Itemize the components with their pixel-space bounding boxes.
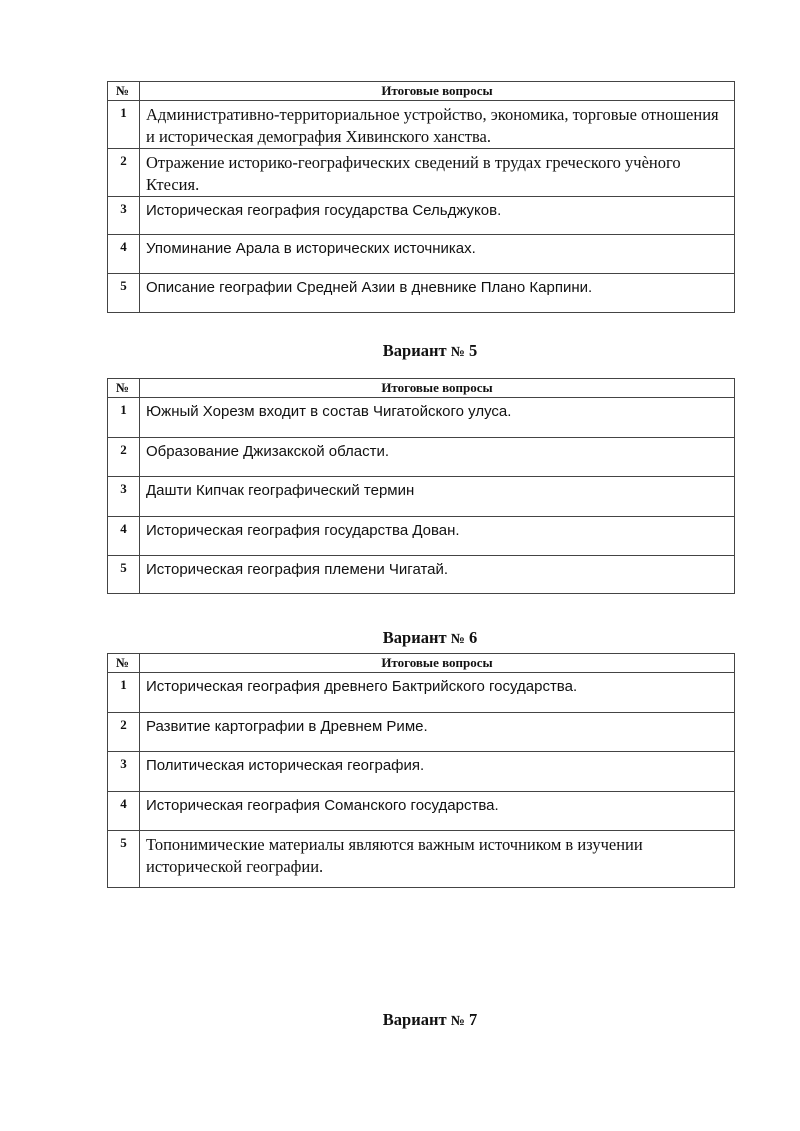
row-number: 4 [108,235,140,274]
row-number: 5 [108,556,140,594]
heading-number: 5 [468,341,478,360]
column-header-number: № [108,379,140,398]
table-row [108,792,735,831]
heading-word: Вариант [382,628,447,647]
question-text: Историческая география государства Сельджуков. [140,197,735,235]
table-row [108,713,735,752]
heading-word: Вариант [382,341,447,360]
table-row [108,235,735,274]
table-row [108,101,735,149]
question-text: Дашти Кипчак географический термин [140,477,735,517]
table-row [108,831,735,888]
column-header-title: Итоговые вопросы [140,82,735,101]
table-row [108,752,735,792]
table-row [108,149,735,197]
row-number: 4 [108,517,140,556]
question-text: Историческая география Соманского государства. [140,792,735,831]
question-text: Политическая историческая география. [140,752,735,792]
question-text: Упоминание Арала в исторических источниках. [140,235,735,274]
questions-table-1 [107,81,735,313]
table-row [108,197,735,235]
question-text: Описание географии Средней Азии в дневнике Плано Карпини. [140,274,735,313]
row-number: 1 [108,398,140,438]
row-number: 3 [108,477,140,517]
heading-word: Вариант [382,1010,447,1029]
question-text: Образование Джизакской области. [140,438,735,477]
row-number: 4 [108,792,140,831]
question-text: Историческая география племени Чигатай. [140,556,735,594]
heading-number: 7 [468,1010,478,1029]
questions-table-5 [107,378,735,594]
question-text: Историческая география древнего Бактрийского государства. [140,673,735,713]
table-row [108,274,735,313]
column-header-title: Итоговые вопросы [140,654,735,673]
row-number: 5 [108,831,140,888]
table-row [108,438,735,477]
table-row [108,398,735,438]
column-header-number: № [108,654,140,673]
question-text: Южный Хорезм входит в состав Чигатойского улуса. [140,398,735,438]
heading-number: 6 [468,628,478,647]
table-row [108,556,735,594]
row-number: 3 [108,752,140,792]
row-number: 2 [108,713,140,752]
question-text: Административно-территориальное устройство, экономика, торговые отношения и историческая демография Хивинского ханства. [140,101,735,149]
column-header-title: Итоговые вопросы [140,379,735,398]
row-number: 5 [108,274,140,313]
row-number: 2 [108,438,140,477]
table-row [108,517,735,556]
table-row [108,673,735,713]
questions-table-6 [107,653,735,888]
table-row [108,477,735,517]
row-number: 1 [108,101,140,149]
question-text: Топонимические материалы являются важным источником в изучении исторической географии. [140,831,735,888]
column-header-number: № [108,82,140,101]
heading-number-symbol: № [450,632,465,647]
question-text: Историческая география государства Дован. [140,517,735,556]
row-number: 3 [108,197,140,235]
variant-heading-7 [0,1010,800,1030]
question-text: Отражение историко-географических сведений в трудах греческого учѐного Ктесия. [140,149,735,197]
heading-number-symbol: № [450,345,465,360]
variant-heading-6 [0,628,800,648]
heading-number-symbol: № [450,1014,465,1029]
variant-heading-5 [0,341,800,361]
row-number: 1 [108,673,140,713]
question-text: Развитие картографии в Древнем Риме. [140,713,735,752]
row-number: 2 [108,149,140,197]
